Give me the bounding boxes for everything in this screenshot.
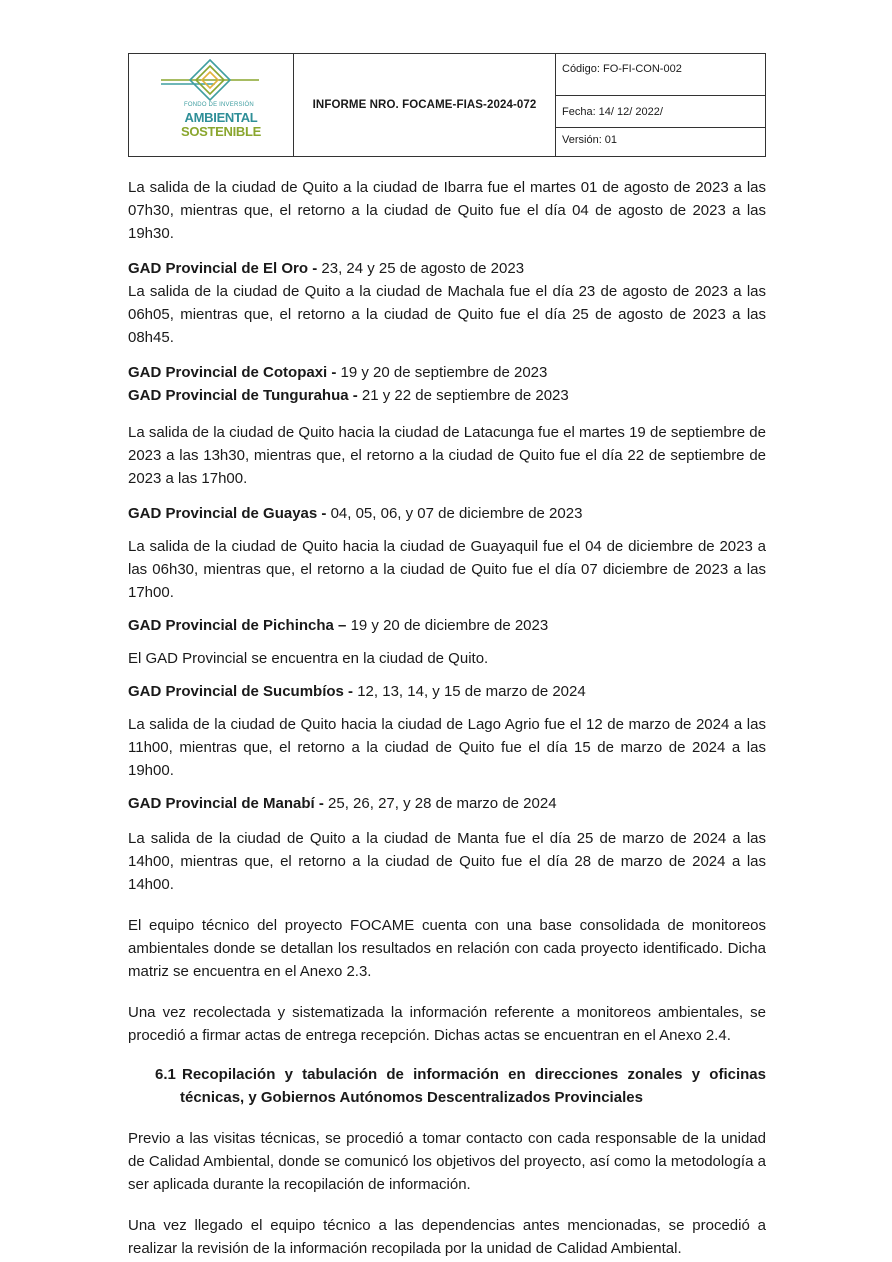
- codigo-field: Código: FO-FI-CON-002: [556, 54, 765, 96]
- heading-dates: 04, 05, 06, y 07 de diciembre de 2023: [326, 505, 583, 522]
- heading-pichincha: [128, 614, 766, 637]
- heading-label: GAD Provincial de Manabí -: [128, 795, 324, 812]
- section-number: 6.1: [155, 1066, 176, 1083]
- logo-line-1: AMBIENTAL: [184, 110, 258, 125]
- paragraph-visitas-tecnicas: Previo a las visitas técnicas, se procedió a tomar contacto con cada responsable de la unidad de Calidad Ambiental, donde se comunicó los objetivos del proyecto, así como la metodología a ser aplicada durante la recopilación de información.: [128, 1130, 766, 1193]
- fias-logo-icon: [155, 58, 265, 104]
- heading-label: GAD Provincial de Cotopaxi -: [128, 364, 337, 381]
- paragraph-manta: La salida de la ciudad de Quito a la ciudad de Manta fue el día 25 de marzo de 2024 a las 14h00, mientras que, el retorno a la ciudad de Quito fue el día 28 de marzo de 2024 a las 14h00.: [128, 830, 766, 893]
- fecha-field: Fecha: 14/ 12/ 2022/: [556, 96, 765, 128]
- heading-el-oro: [128, 257, 766, 280]
- logo-line-2: SOSTENIBLE: [180, 124, 262, 139]
- heading-label: GAD Provincial de El Oro -: [128, 260, 318, 277]
- heading-dates: 23, 24 y 25 de agosto de 2023: [317, 260, 525, 277]
- logo-small-text: FONDO DE INVERSIÓN: [184, 102, 254, 108]
- paragraph-quito: El GAD Provincial se encuentra en la ciudad de Quito.: [128, 650, 489, 667]
- heading-guayas: [128, 502, 766, 525]
- heading-tungurahua: [128, 384, 766, 407]
- paragraph-actas: Una vez recolectada y sistematizada la información referente a monitoreos ambientales, se procedió a firmar actas de entrega recepción. Dichas actas se encuentran en el Anexo 2.4.: [128, 1004, 766, 1044]
- document-body: [128, 176, 766, 1260]
- heading-dates: 19 y 20 de septiembre de 2023: [336, 364, 548, 381]
- heading-label: GAD Provincial de Pichincha –: [128, 617, 347, 634]
- heading-dates: 21 y 22 de septiembre de 2023: [357, 387, 569, 404]
- heading-cotopaxi: [128, 361, 766, 384]
- paragraph-base-consolidada: El equipo técnico del proyecto FOCAME cuenta con una base consolidada de monitoreos ambientales donde se detallan los resultados en relación con cada proyecto identificado. Dicha matriz se encuentra en el Anexo 2.3.: [128, 917, 766, 980]
- section-title-line-1: Recopilación y tabulación de información en direcciones zonales y oficinas: [182, 1066, 766, 1083]
- logo-cell: [129, 54, 294, 156]
- header-meta: [556, 54, 765, 156]
- report-title: INFORME NRO. FOCAME-FIAS-2024-072: [294, 54, 556, 156]
- heading-dates: 19 y 20 de diciembre de 2023: [346, 617, 549, 634]
- heading-manabi: [128, 792, 766, 815]
- version-field: Versión: 01: [562, 134, 618, 146]
- section-title-line-2: técnicas, y Gobiernos Autónomos Descentralizados Provinciales: [180, 1089, 643, 1106]
- heading-sucumbios: [128, 680, 766, 703]
- paragraph-revision: Una vez llegado el equipo técnico a las dependencias antes mencionadas, se procedió a realizar la revisión de la información recopilada por la unidad de Calidad Ambiental.: [128, 1217, 766, 1257]
- document-header: [128, 53, 766, 157]
- paragraph-latacunga: La salida de la ciudad de Quito hacia la ciudad de Latacunga fue el martes 19 de septiembre de 2023 a las 13h30, mientras que, el retorno a la ciudad de Quito fue el día 22 de septiembre de 2023 a las 17h00.: [128, 424, 766, 487]
- heading-label: GAD Provincial de Sucumbíos -: [128, 683, 354, 700]
- paragraph-ibarra: La salida de la ciudad de Quito a la ciudad de Ibarra fue el martes 01 de agosto de 2023 a las 07h30, mientras que, el retorno a la ciudad de Quito fue el día 04 de agosto de 2023 a las 19h30.: [128, 179, 766, 242]
- heading-dates: 25, 26, 27, y 28 de marzo de 2024: [323, 795, 557, 812]
- paragraph-machala: La salida de la ciudad de Quito a la ciudad de Machala fue el día 23 de agosto de 2023 a las 06h05, mientras que, el retorno a la ciudad de Quito fue el día 25 de agosto de 2023 a las 08h45.: [128, 283, 766, 346]
- paragraph-lago-agrio: La salida de la ciudad de Quito hacia la ciudad de Lago Agrio fue el 12 de marzo de 2024 a las 11h00, mientras que, el retorno a la ciudad de Quito fue el día 15 de marzo de 2024 a las 19h00.: [128, 716, 766, 779]
- heading-label: GAD Provincial de Guayas -: [128, 505, 327, 522]
- heading-dates: 12, 13, 14, y 15 de marzo de 2024: [353, 683, 586, 700]
- paragraph-guayaquil: La salida de la ciudad de Quito hacia la ciudad de Guayaquil fue el 04 de diciembre de 2023 a las 06h30, mientras que, el retorno a la ciudad de Quito fue el día 07 diciembre de 2023 a las 17h00.: [128, 538, 766, 601]
- section-heading-6-1: [155, 1063, 766, 1109]
- heading-label: GAD Provincial de Tungurahua -: [128, 387, 358, 404]
